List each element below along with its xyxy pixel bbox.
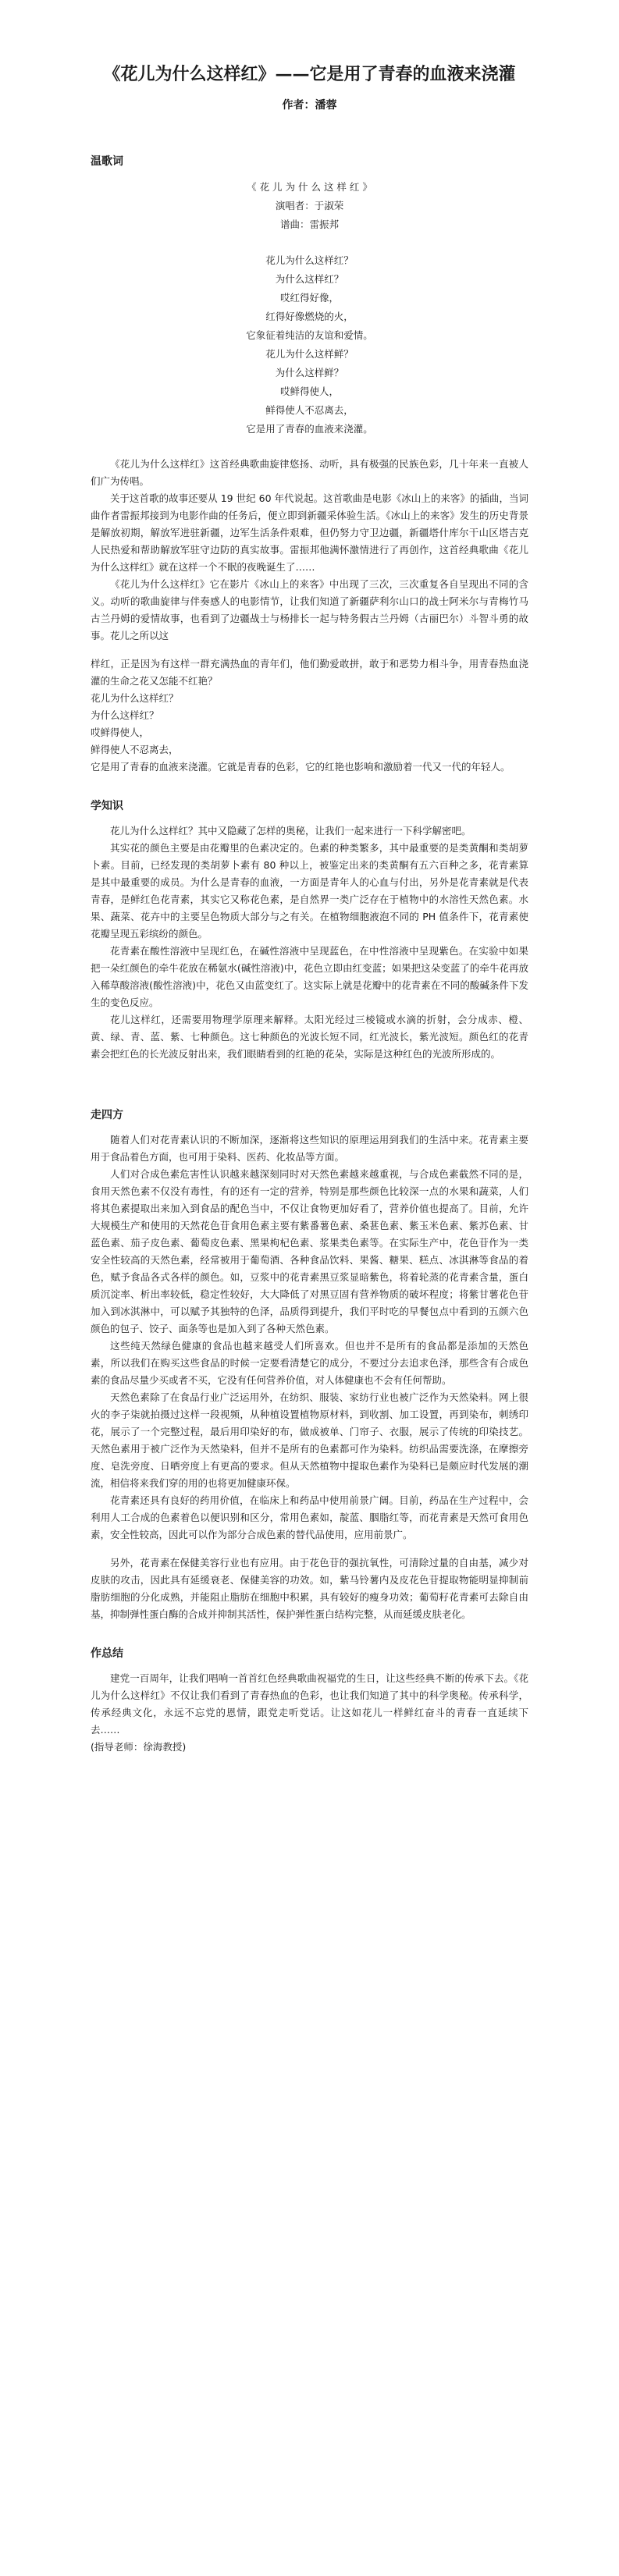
travel-paragraph: 这些纯天然绿色健康的食品也越来越受人们所喜欢。但也并不是所有的食品都是添加的天然色素，所以我们在购买这些食品的时候一定要看清楚它的成分，不要过分去追求色泽，那些含有合成色素的食品尽量少买或者不买，它没有任何营养价值，对人体健康也不会有任何帮助。 [91, 1340, 528, 1386]
paragraph-gap [91, 1544, 528, 1554]
intro-quote-line: 哎鲜得使人， [91, 727, 150, 738]
article-title: 《花儿为什么这样红》——它是用了青春的血液来浇灌 [103, 64, 516, 84]
travel-paragraph: 随着人们对花青素认识的不断加深，逐渐将这些知识的原理运用到我们的生活中来。花青素主要用于食品着色方面，也可用于染料、医药、化妆品等方面。 [91, 1134, 528, 1163]
intro-quote-line: 它是用了青春的血液来浇灌。它就是青春的色彩，它的红艳也影响和激励着一代又一代的年轻人。 [91, 761, 510, 773]
intro-paragraph: 《花儿为什么这样红》这首经典歌曲旋律悠扬、动听，具有极强的民族色彩，几十年来一直被人们广为传唱。 [91, 458, 528, 487]
lyric-line: 为什么这样红？ [275, 273, 344, 285]
intro-quote-line: 为什么这样红？ [91, 709, 159, 721]
lyric-line: 它是用了青春的血液来浇灌。 [246, 423, 373, 435]
knowledge-block [91, 823, 528, 1063]
lyric-line: 哎红得好像， [279, 292, 339, 304]
travel-block [91, 1132, 528, 1623]
section-title-summary: 作总结 [91, 1647, 123, 1660]
lyric-line: 花儿为什么这样红？ [265, 254, 354, 266]
lyric-line: 红得好像燃烧的火， [265, 311, 354, 322]
lyric-line: 鲜得使人不忍离去， [265, 404, 354, 416]
advisor-signature: (指导老师：徐海教授) [91, 1741, 187, 1753]
travel-paragraph: 另外，花青素在保健美容行业也有应用。由于花色苷的强抗氧性，可清除过量的自由基，减少对皮肤的攻击，因此具有延缓衰老、保健美容的功效。如，紫马铃薯内及皮花色苷提取物能明显抑制前脂肪细胞的分化成熟，并能阻止脂肪在细胞中积累，具有较好的瘦身功效；葡萄籽花青素可去除自由基，抑制弹性蛋白酶的合成并抑制其活性，保护弹性蛋白结构完整，从而延缓皮肤老化。 [91, 1557, 528, 1620]
intro-paragraph: 样红，正是因为有这样一群充满热血的青年们，他们勤爱敢拼，敢于和恶势力相斗争，用青春热血浇灌的生命之花又怎能不红艳？ [91, 658, 528, 687]
knowledge-paragraph: 花儿为什么这样红？其中又隐藏了怎样的奥秘，让我们一起来进行一下科学解密吧。 [110, 825, 471, 837]
lyric-line: 它象征着纯洁的友谊和爱情。 [246, 329, 373, 341]
knowledge-paragraph: 花青素在酸性溶液中呈现红色，在碱性溶液中呈现蓝色，在中性溶液中呈现紫色。在实验中如果把一朵红颜色的牵牛花放在稀氨水(碱性溶液)中，花色立即由红变蓝；如果把这朵变蓝了的牵牛花再放入稀草酸溶液(酸性溶液)中，花色又由蓝变红了。这实际上就是花瓣中的花青素在不同的酸碱条件下发生的变色反应。 [91, 945, 528, 1008]
knowledge-paragraph: 其实花的颜色主要是由花瓣里的色素决定的。色素的种类繁多，其中最重要的是类黄酮和类胡萝卜素。目前，已经发现的类胡萝卜素有 80 种以上，被鉴定出来的类黄酮有五六百种之多，花青素算是其中最重要的成员。为什么是青春的血液，一方面是青年人的心血与付出，另外是花青素就是代表青春，是鲜红色花青素，其实它又称花色素，是自然界一类广泛存在于植物中的水溶性天然色素。水果、蔬菜、花卉中的主要呈色物质大部分与之有关。在植物细胞液泡不同的 PH 值条件下，花青素使花瓣呈现五彩缤纷的颜色。 [91, 842, 528, 940]
song-singer: 演唱者：于淑荣 [275, 200, 344, 211]
travel-paragraph: 天然色素除了在食品行业广泛运用外，在纺织、服装、家纺行业也被广泛作为天然染料。网上很火的李子柒就拍摄过这样一段视频，从种植设置植物原材料，到收割、加工设置，再到染布，刺绣印花，展示了一个完整过程，最后用印染好的布，做成被单、门帘子、衣服，展示了传统的印染技艺。天然色素用于被广泛作为天然染料，但并不是所有的色素都可作为染料。纺织品需要洗涤，在摩擦旁度、皂洗旁度、日晒旁度上有更高的要求。但从天然植物中提取色素作为染料已是颇应时代发展的潮流，相信将来我们穿的用的也将更加健康环保。 [91, 1391, 528, 1489]
section-title-knowledge: 学知识 [91, 800, 123, 812]
intro-quote-line: 花儿为什么这样红？ [91, 692, 179, 704]
travel-paragraph: 人们对合成色素危害性认识越来越深刻同时对天然色素越来越重视，与合成色素截然不同的是，食用天然色素不仅没有毒性，有的还有一定的营养，特别是那些颜色比较深一点的水果和蔬菜，人们将其色素提取出来加入到食品的配色当中，不仅让食物更加好看了，营养价值也提高了。目前，允许大规模生产和使用的天然花色苷食用色素主要有紫番薯色素、桑葚色素、紫玉米色素、紫苏色素、甘蓝色素、茄子皮色素、葡萄皮色素、黑果枸杞色素、浆果类色素等。在实际生产中，花色苷作为一类安全性较高的天然色素，经常被用于葡萄酒、各种食品饮料、果酱、糖果、糕点、冰淇淋等食品的着色，赋予食品各式各样的颜色。如，豆浆中的花青素黑豆浆显暗紫色，将着轮蒸的花青素含量，蛋白质沉淀率、析出率较低，稳定性较好，大大降低了对黑豆固有营养物质的破坏程度；将紫甘薯花色苷加入到冰淇淋中，可以赋予其独特的色泽，品质得到提升，我们平时吃的早餐包点中看到的五颜六色颜色的包子、饺子、面条等也是加入到了各种天然色素。 [91, 1168, 528, 1334]
section-title-travel: 走四方 [91, 1109, 123, 1121]
intro-paragraph: 《花儿为什么这样红》它在影片《冰山上的来客》中出现了三次，三次重复各自呈现出不同的含义。动听的歌曲旋律与伴奏感人的电影情节，让我们知道了新疆萨利尔山口的战士阿米尔与青梅竹马古兰丹姆的爱情故事，也看到了边疆战士与杨排长一起与特务假古兰丹姆（古丽巴尔）斗智斗勇的故事。花儿之所以这 [91, 578, 528, 641]
lyrics-block [91, 178, 528, 439]
section-title-lyrics: 温歌词 [91, 155, 123, 168]
lyric-line: 花儿为什么这样鲜？ [265, 348, 354, 360]
knowledge-paragraph: 花儿这样红，还需要用物理学原理来解释。太阳光经过三棱镜或水滴的折射，会分成赤、橙、黄、绿、青、蓝、紫、七种颜色。这七种颜色的光波长短不同，红光波长，紫光波短。颜色红的花青素会把红色的长光波反射出来，我们眼睛看到的红艳的花朵，实际是这种红色的光波所形成的。 [91, 1014, 528, 1060]
song-composer: 谱曲：雷振邦 [279, 219, 339, 230]
song-title: 《 花 儿 为 什 么 这 样 红 》 [247, 181, 372, 193]
summary-paragraph: 建党一百周年，让我们唱响一首首红色经典歌曲祝福党的生日，让这些经典不断的传承下去。《花儿为什么这样红》不仅让我们看到了青春热血的色彩，也让我们知道了其中的科学奥秘。传承科学，传承经典文化，永远不忘党的恩情，跟党走听党话。让这如花儿一样鲜红奋斗的青春一直延续下去…… [91, 1672, 528, 1736]
article-author: 作者：潘蓉 [282, 99, 337, 112]
lyrics-gap [91, 234, 528, 251]
lyric-line: 为什么这样鲜？ [275, 367, 344, 378]
summary-block [91, 1670, 528, 1756]
page-break-gap [91, 645, 528, 656]
section-gap [91, 1085, 528, 1107]
travel-paragraph: 花青素还具有良好的药用价值，在临床上和药品中使用前景广阔。目前，药品在生产过程中，会利用人工合成的色素着色以便识别和区分，常用色素如，靛蓝、胭脂红等，而花青素是天然可食用色素，安全性较高，因此可以作为部分合成色素的替代品使用，应用前景广。 [91, 1494, 528, 1540]
lyric-line: 哎鲜得使人， [279, 386, 339, 397]
intro-paragraph: 关于这首歌的故事还要从 19 世纪 60 年代说起。这首歌曲是电影《冰山上的来客》的插曲，当词曲作者雷振邦接到为电影作曲的任务后，便立即到新疆采体验生活。《冰山上的来客》发生的历史背景是解放初期，解放军进驻新疆，边军生活条件艰难，但仍努力守卫边疆，新疆塔什库尔干山区塔吉克人民热爱和帮助解放军驻守边防的真实故事。雷振邦他满怀激情进行了再创作，这首经典歌曲《花儿为什么这样红》就在这样一个不眠的夜晚诞生了…… [91, 492, 528, 573]
intro-quote-line: 鲜得使人不忍离去， [91, 744, 179, 755]
intro-block [91, 456, 528, 776]
